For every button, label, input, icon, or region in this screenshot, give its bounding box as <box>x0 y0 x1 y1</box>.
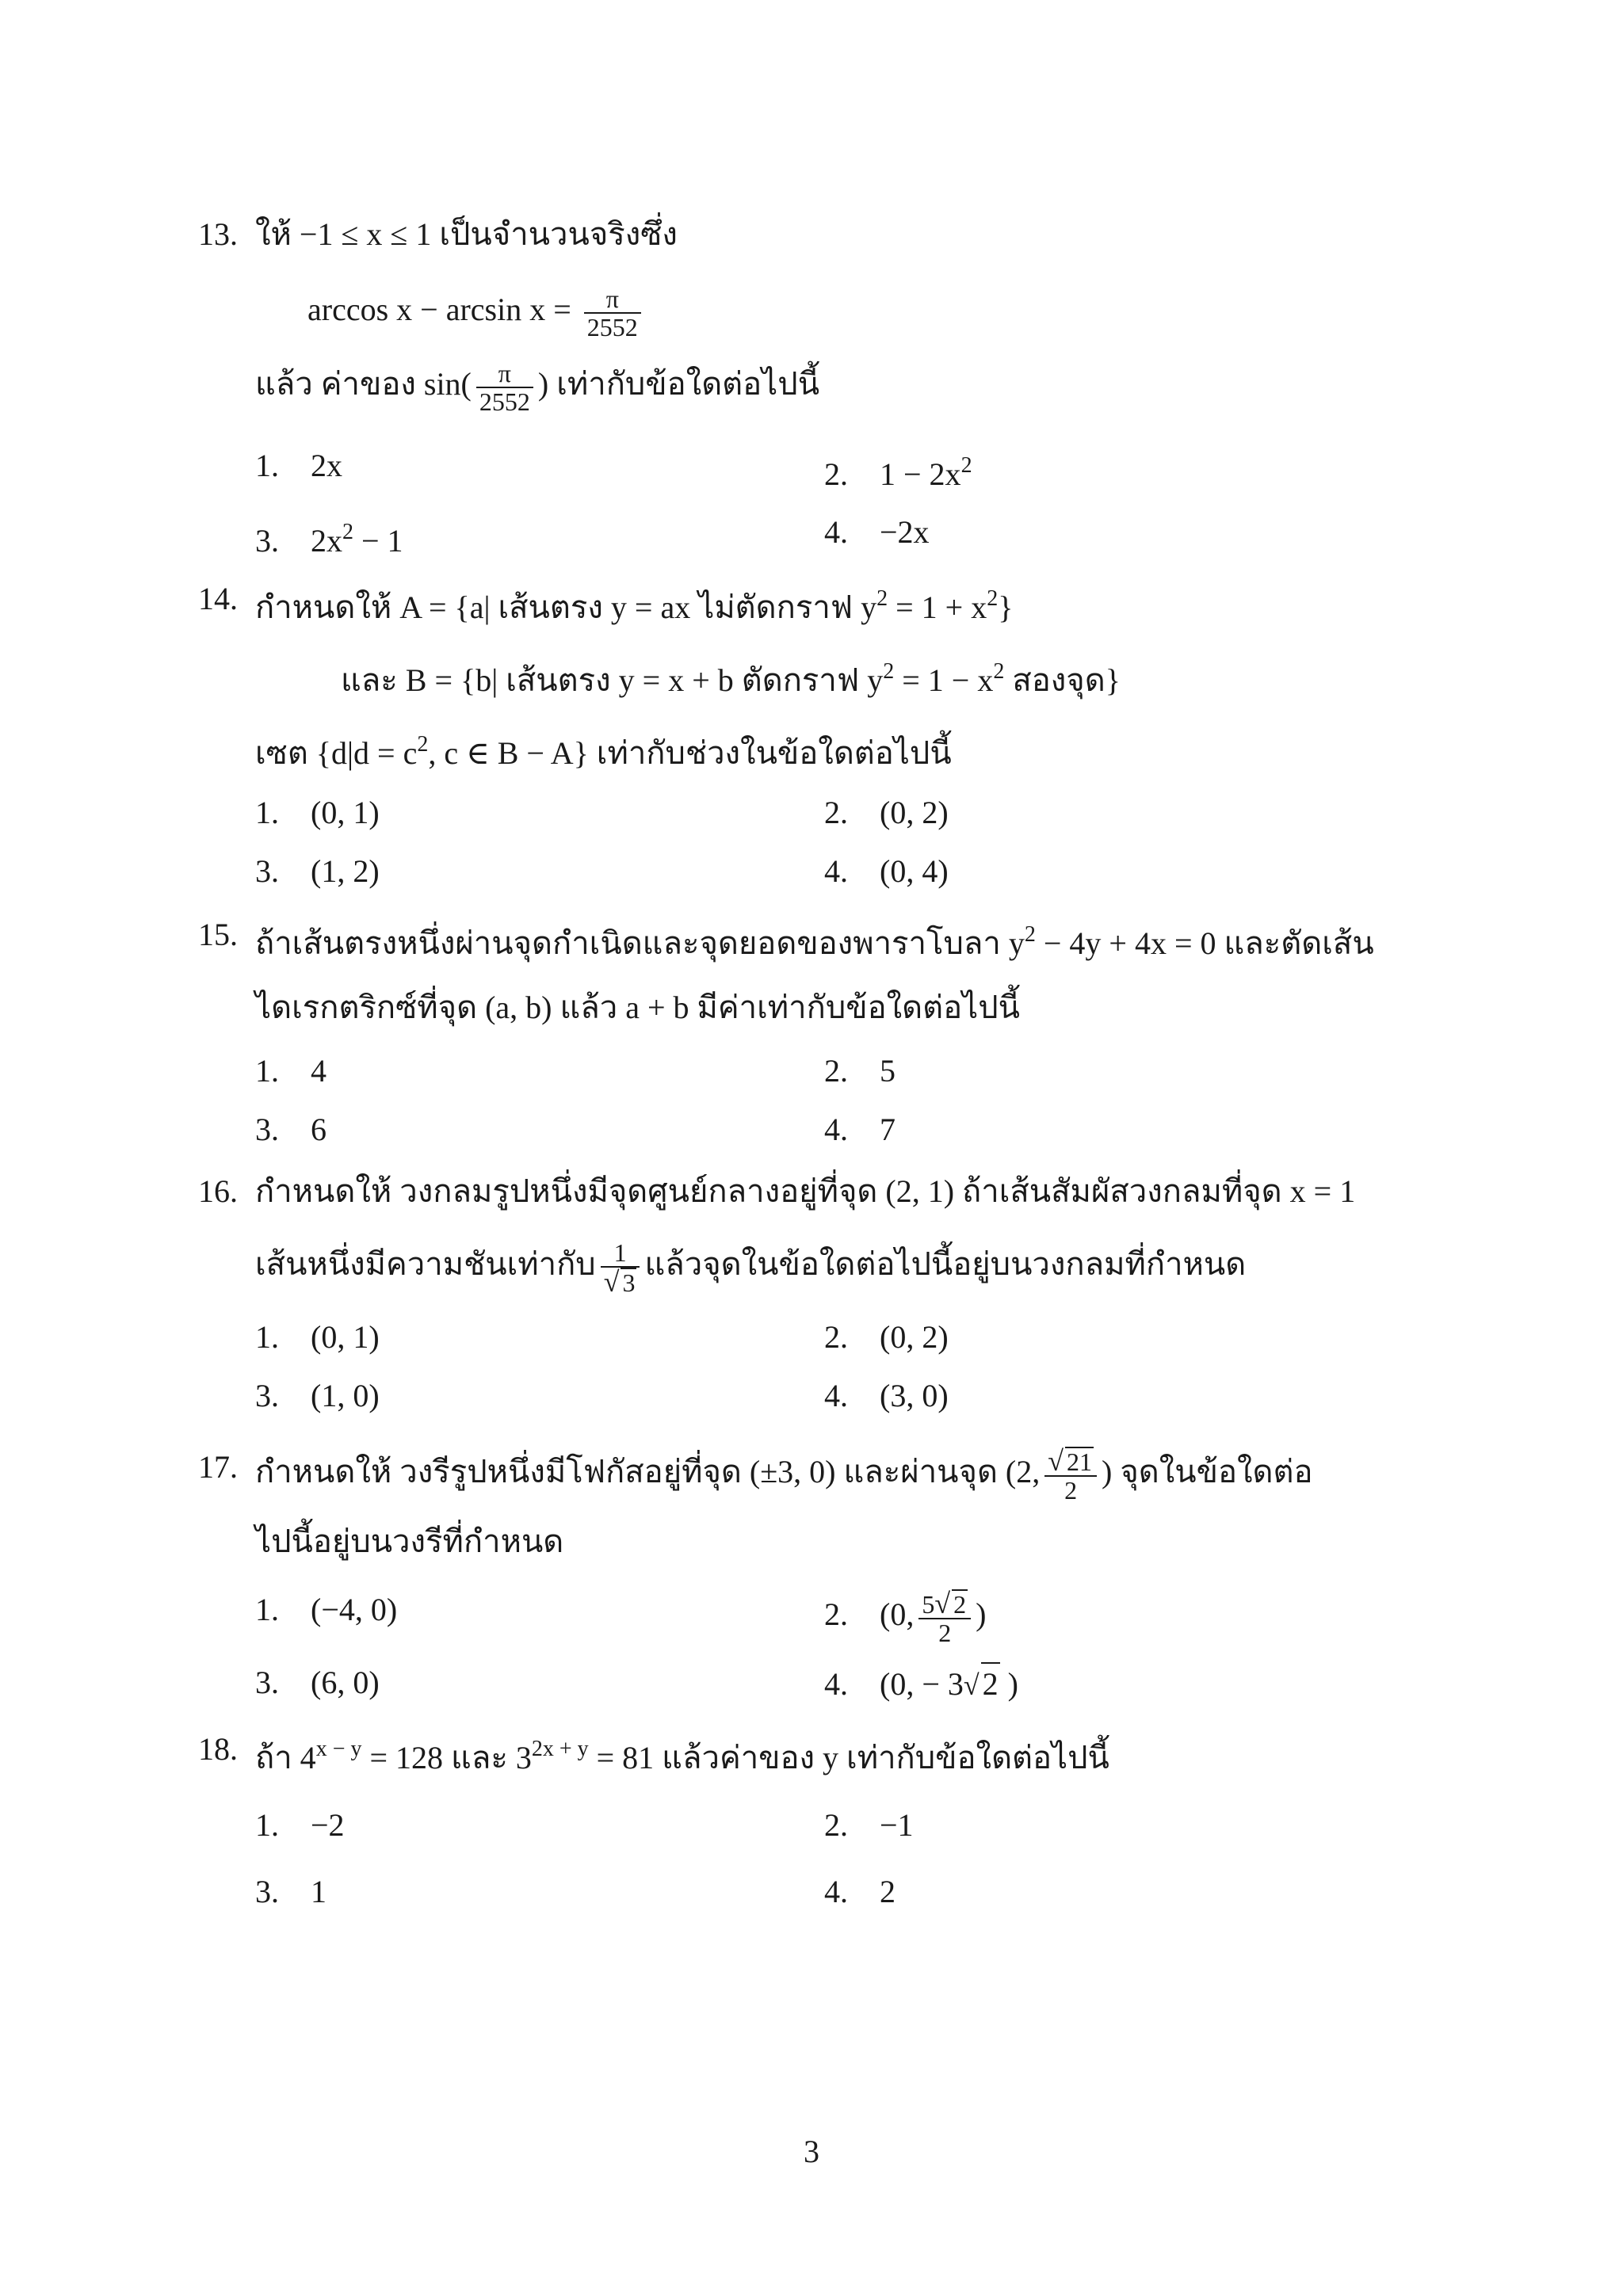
fraction-numerator: π <box>605 284 619 313</box>
choice-1[interactable] <box>255 1589 397 1630</box>
text: ) จุดในข้อใดต่อ <box>1102 1454 1313 1490</box>
question-text: ไดเรกตริกซ์ที่จุด (a, b) แล้ว a + b มีค่าเท่ากับข้อใดต่อไปนี้ <box>255 990 1020 1025</box>
choice-text: (0, − 3 <box>880 1666 964 1702</box>
superscript: x − y <box>315 1737 362 1761</box>
choice-number: 2. <box>824 1319 848 1355</box>
page-number: 3 <box>804 2134 819 2169</box>
choice-3[interactable] <box>255 1662 380 1703</box>
superscript: 2 <box>876 586 888 611</box>
choice-number: 4. <box>824 853 848 889</box>
question-number: 13. <box>198 216 238 252</box>
fraction-denominator: 2 <box>1044 1475 1097 1504</box>
fraction <box>601 1239 640 1296</box>
choice-1[interactable] <box>255 1051 327 1092</box>
question-number: 14. <box>198 581 238 616</box>
equation-lhs: arccos x − arcsin x = <box>307 292 571 328</box>
radicand: 2 <box>981 1662 1000 1705</box>
choice-4[interactable] <box>824 1109 896 1150</box>
superscript: 2 <box>883 659 895 684</box>
choice-number: 4. <box>824 1112 848 1147</box>
text: − 4y + 4x = 0 และตัดเส้น <box>1035 925 1374 961</box>
question-text <box>255 578 1013 628</box>
superscript: 2 <box>1024 922 1036 947</box>
choice-text: (3, 0) <box>880 1378 949 1413</box>
choice-4[interactable] <box>824 851 949 892</box>
text: = 81 แล้วค่าของ y เท่ากับข้อใดต่อไปนี้ <box>588 1740 1109 1775</box>
fraction <box>1044 1447 1097 1504</box>
choice-text: 1 − 2x <box>880 456 961 492</box>
choice-number: 2. <box>824 1053 848 1089</box>
choice-number: 1. <box>255 1319 279 1355</box>
radicand: 2 <box>953 1590 967 1619</box>
choice-number: 4. <box>824 1666 848 1702</box>
question-text <box>255 724 952 774</box>
text: สองจุด} <box>1004 662 1121 698</box>
question-number: 17. <box>198 1449 238 1485</box>
fraction-denominator <box>601 1266 640 1296</box>
choice-number: 4. <box>824 1378 848 1413</box>
question-text <box>255 914 1374 964</box>
choice-text: 5 <box>880 1053 896 1089</box>
choice-4[interactable] <box>824 1662 1018 1706</box>
choice-3[interactable] <box>255 1375 380 1417</box>
choice-number: 4. <box>824 1874 848 1909</box>
choice-number: 4. <box>824 514 848 550</box>
choice-4[interactable] <box>824 1871 896 1913</box>
choice-number: 3. <box>255 1378 279 1413</box>
question-number: 16. <box>198 1173 238 1209</box>
choice-4[interactable] <box>824 1375 949 1417</box>
choice-1[interactable] <box>255 792 380 833</box>
text: ถ้าเส้นตรงหนึ่งผ่านจุดกำเนิดและจุดยอดของพาราโบลา y <box>255 925 1025 961</box>
choice-text: (0, <box>880 1596 915 1633</box>
choice-text: (0, 1) <box>311 795 380 830</box>
sqrt-icon: √ <box>1048 1445 1064 1477</box>
choice-text: (0, 4) <box>880 853 949 889</box>
choice-1[interactable] <box>255 1805 345 1846</box>
choice-text: 7 <box>880 1112 896 1147</box>
choice-text: (0, 2) <box>880 1319 949 1355</box>
choice-1[interactable] <box>255 445 342 486</box>
question-text <box>255 1447 1313 1504</box>
choice-text: 1 <box>311 1874 327 1909</box>
superscript: 2 <box>993 659 1005 684</box>
question-text <box>255 1239 1246 1296</box>
choice-text: (6, 0) <box>311 1665 380 1700</box>
choice-number: 2. <box>824 1596 848 1633</box>
choice-number: 1. <box>255 448 279 483</box>
choice-text: (0, 1) <box>311 1319 380 1355</box>
equation <box>307 285 646 341</box>
choice-2[interactable] <box>824 1051 896 1092</box>
prompt <box>255 360 819 415</box>
choice-number: 3. <box>255 1874 279 1909</box>
choice-2[interactable] <box>824 445 972 495</box>
choice-1[interactable] <box>255 1317 380 1358</box>
choice-text: ) <box>976 1596 987 1633</box>
choice-number: 3. <box>255 1112 279 1147</box>
radicand: 21 <box>1067 1447 1093 1476</box>
prompt-text: แล้ว ค่าของ sin( <box>255 366 472 402</box>
text: = 128 และ 3 <box>361 1740 532 1775</box>
question-text <box>255 1729 1109 1779</box>
question-text: ให้ −1 ≤ x ≤ 1 เป็นจำนวนจริงซึ่ง <box>255 216 678 252</box>
sqrt-icon: √ <box>934 1588 951 1619</box>
fraction <box>918 1589 971 1646</box>
choice-text: −2x <box>880 514 930 550</box>
fraction-numerator <box>918 1589 971 1618</box>
text: = 1 + x <box>888 589 987 625</box>
choice-number: 2. <box>824 795 848 830</box>
choice-3[interactable] <box>255 1871 327 1913</box>
choice-3[interactable] <box>255 512 403 562</box>
choice-text: 4 <box>311 1053 327 1089</box>
choice-text: 2x <box>311 448 342 483</box>
fraction-numerator <box>1044 1447 1097 1475</box>
text: และ B = {b| เส้นตรง y = x + b ตัดกราฟ y <box>341 662 884 698</box>
superscript: 2x + y <box>531 1737 589 1761</box>
fraction <box>476 360 533 415</box>
superscript: 2 <box>987 586 999 611</box>
fraction-denominator: 2552 <box>476 387 533 415</box>
choice-number: 3. <box>255 1665 279 1700</box>
choice-number: 2. <box>824 456 848 492</box>
text: } <box>998 589 1014 625</box>
choice-2[interactable] <box>824 1589 986 1646</box>
choice-text: (0, 2) <box>880 795 949 830</box>
superscript: 2 <box>960 453 972 478</box>
choice-text: 6 <box>311 1112 327 1147</box>
coefficient: 5 <box>922 1590 935 1619</box>
choice-text: 2 <box>880 1874 896 1909</box>
choice-text: 2x <box>311 523 342 559</box>
choice-text-tail: − 1 <box>353 523 403 559</box>
choice-text: ) <box>999 1666 1018 1702</box>
text: = 1 − x <box>894 662 994 698</box>
choice-3[interactable] <box>255 1109 327 1150</box>
text: เส้นหนึ่งมีความชันเท่ากับ <box>255 1246 596 1283</box>
choice-number: 1. <box>255 1592 279 1627</box>
question-number: 15. <box>198 917 238 952</box>
choice-text: −2 <box>311 1807 345 1843</box>
fraction-numerator: π <box>498 359 511 387</box>
superscript: 2 <box>342 520 353 544</box>
fraction <box>584 285 641 341</box>
choice-2[interactable] <box>824 1317 949 1358</box>
choice-number: 1. <box>255 1807 279 1843</box>
choice-3[interactable] <box>255 851 380 892</box>
choice-2[interactable] <box>824 1805 914 1846</box>
question-text: ไปนี้อยู่บนวงรีที่กำหนด <box>255 1524 564 1559</box>
superscript: 2 <box>417 732 429 757</box>
choice-number: 1. <box>255 795 279 830</box>
fraction-denominator: 2 <box>918 1618 971 1646</box>
fraction-numerator: 1 <box>613 1238 627 1267</box>
choice-4[interactable] <box>824 512 930 553</box>
question-number: 18. <box>198 1731 238 1767</box>
text: เซต {d|d = c <box>255 735 418 771</box>
choice-text: −1 <box>880 1807 914 1843</box>
text: ถ้า 4 <box>255 1740 316 1775</box>
choice-number: 1. <box>255 1053 279 1089</box>
choice-text: (1, 2) <box>311 853 380 889</box>
question-text: กำหนดให้ วงกลมรูปหนึ่งมีจุดศูนย์กลางอยู่ที่จุด (2, 1) ถ้าเส้นสัมผัสวงกลมที่จุด x = 1 <box>255 1173 1356 1209</box>
sqrt-icon: √ <box>603 1266 620 1298</box>
text: แล้วจุดในข้อใดต่อไปนี้อยู่บนวงกลมที่กำหนด <box>644 1246 1247 1283</box>
choice-number: 3. <box>255 523 279 559</box>
text: กำหนดให้ วงรีรูปหนึ่งมีโฟกัสอยู่ที่จุด (±3, 0) และผ่านจุด (2, <box>255 1454 1041 1490</box>
radicand: 3 <box>622 1268 636 1297</box>
choice-text: (1, 0) <box>311 1378 380 1413</box>
text: , c ∈ B − A} เท่ากับช่วงในข้อใดต่อไปนี้ <box>428 735 952 771</box>
fraction-denominator: 2552 <box>584 312 641 341</box>
choice-number: 3. <box>255 853 279 889</box>
choice-2[interactable] <box>824 792 949 833</box>
question-text <box>341 651 1121 701</box>
choice-number: 2. <box>824 1807 848 1843</box>
prompt-text: ) เท่ากับข้อใดต่อไปนี้ <box>537 366 820 402</box>
text: กำหนดให้ A = {a| เส้นตรง y = ax ไม่ตัดกราฟ y <box>255 589 877 625</box>
choice-text: (−4, 0) <box>311 1592 398 1627</box>
sqrt-icon: √ <box>963 1669 980 1701</box>
